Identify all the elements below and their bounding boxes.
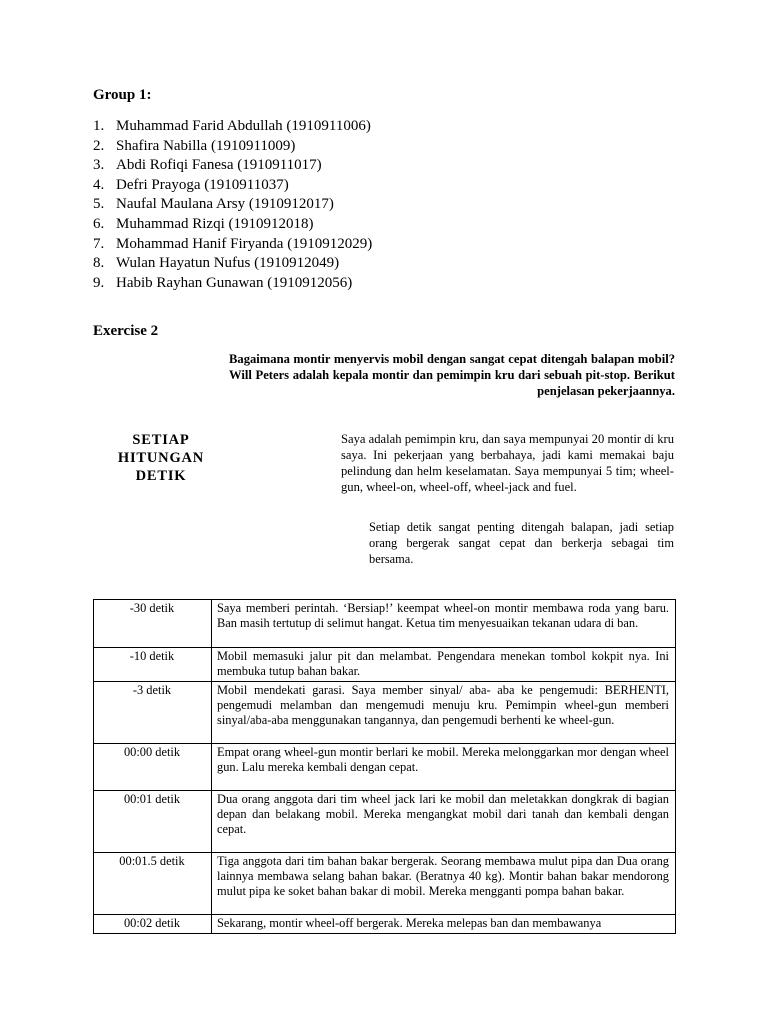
description-cell: Sekarang, montir wheel-off bergerak. Mereka melepas ban dan membawanya [212,915,676,934]
side-heading-line: SETIAP [132,432,190,448]
member-name: Wulan Hayatun Nufus (1910912049) [116,255,340,272]
member-item [93,215,372,235]
table-row [94,744,676,791]
table-row [94,600,676,648]
teamwork-paragraph: Setiap detik sangat penting ditengah balapan, jadi setiap orang bergerak sangat cepat dan berkerja sebagai tim bersama. [369,520,674,566]
member-list [93,117,372,293]
member-name: Muhammad Rizqi (1910912018) [116,215,314,232]
member-number: 5. [93,196,105,213]
member-number: 4. [93,176,105,193]
table-row [94,853,676,915]
member-name: Muhammad Farid Abdullah (1910911006) [116,118,371,134]
member-item [93,235,372,255]
description-cell: Mobil memasuki jalur pit dan melambat. Pengendara menekan tombol kokpit nya. Ini membuka tutup bahan bakar. [212,648,676,682]
side-heading-line: DETIK [135,468,187,484]
exercise-title: Exercise 2 [93,323,159,339]
member-item [93,117,372,137]
group-title: Group 1: [93,87,152,103]
time-cell: 00:00 detik [94,744,212,791]
member-name: Naufal Maulana Arsy (1910912017) [116,196,334,213]
description-cell: Saya memberi perintah. ‘Bersiap!’ keempat wheel-on montir membawa roda yang baru. Ban masih tertutup di selimut hangat. Ketua tim menyesuaikan tekanan udara di ban. [212,600,676,648]
table-row [94,682,676,744]
description-cell: Empat orang wheel-gun montir berlari ke mobil. Mereka melonggarkan mor dengan wheel gun. Lalu mereka kembali dengan cepat. [212,744,676,791]
member-name: Shafira Nabilla (1910911009) [116,137,296,154]
member-name: Defri Prayoga (1910911037) [116,176,289,193]
time-cell: -30 detik [94,600,212,648]
time-cell: 00:02 detik [94,915,212,934]
description-cell: Mobil mendekati garasi. Saya member sinyal/ aba- aba ke pengemudi: BERHENTI, pengemudi melamban dan mengemudi menuju kru. Pemimpin wheel-gun memberi sinyal/aba-aba menggunakan tangannya, dan pengemudi berhenti ke wheel-gun. [212,682,676,744]
member-item [93,274,372,294]
description-cell: Dua orang anggota dari tim wheel jack lari ke mobil dan meletakkan dongkrak di bagian depan dan belakang mobil. Mereka mengangkat mobil dari tanah dan kembali dengan cepat. [212,791,676,853]
member-item [93,176,372,196]
time-cell: 00:01.5 detik [94,853,212,915]
time-cell: 00:01 detik [94,791,212,853]
member-number: 7. [93,235,105,252]
member-number: 2. [93,137,105,154]
member-number: 3. [93,157,105,174]
member-item [93,156,372,176]
table-row [94,791,676,853]
member-item [93,254,372,274]
member-item [93,137,372,157]
member-number: 1. [93,118,105,134]
exercise-intro: Bagaimana montir menyervis mobil dengan sangat cepat ditengah balapan mobil? Will Peters adalah kepala montir dan pemimpin kru dari sebuah pit-stop. Berikut penjelasan pekerjaannya. [229,352,675,398]
member-number: 8. [93,255,105,272]
pitstop-timeline-table [93,599,676,934]
member-name: Habib Rayhan Gunawan (1910912056) [116,274,353,291]
member-item [93,195,372,215]
member-number: 9. [93,274,105,291]
crew-paragraph: Saya adalah pemimpin kru, dan saya mempunyai 20 montir di kru saya. Ini pekerjaan yang berbahaya, jadi kami memakai baju pelindung dan helm keselamatan. Saya mempunyai 5 tim; wheel-gun, wheel-on, wheel-off, wheel-jack and fuel. [341,432,674,494]
member-name: Abdi Rofiqi Fanesa (1910911017) [116,157,322,174]
description-cell: Tiga anggota dari tim bahan bakar bergerak. Seorang membawa mulut pipa dan Dua orang lainnya membawa selang bahan bakar. (Beratnya 40 kg). Montir bahan bakar mendorong mulut pipa ke soket bahan bakar di mobil. Mereka mengganti pompa bahan bakar. [212,853,676,915]
table-row [94,915,676,934]
time-cell: -10 detik [94,648,212,682]
side-heading [112,431,210,485]
side-heading-line: HITUNGAN [117,450,205,466]
member-name: Mohammad Hanif Firyanda (1910912029) [116,235,373,252]
table-row [94,648,676,682]
time-cell: -3 detik [94,682,212,744]
member-number: 6. [93,215,105,232]
